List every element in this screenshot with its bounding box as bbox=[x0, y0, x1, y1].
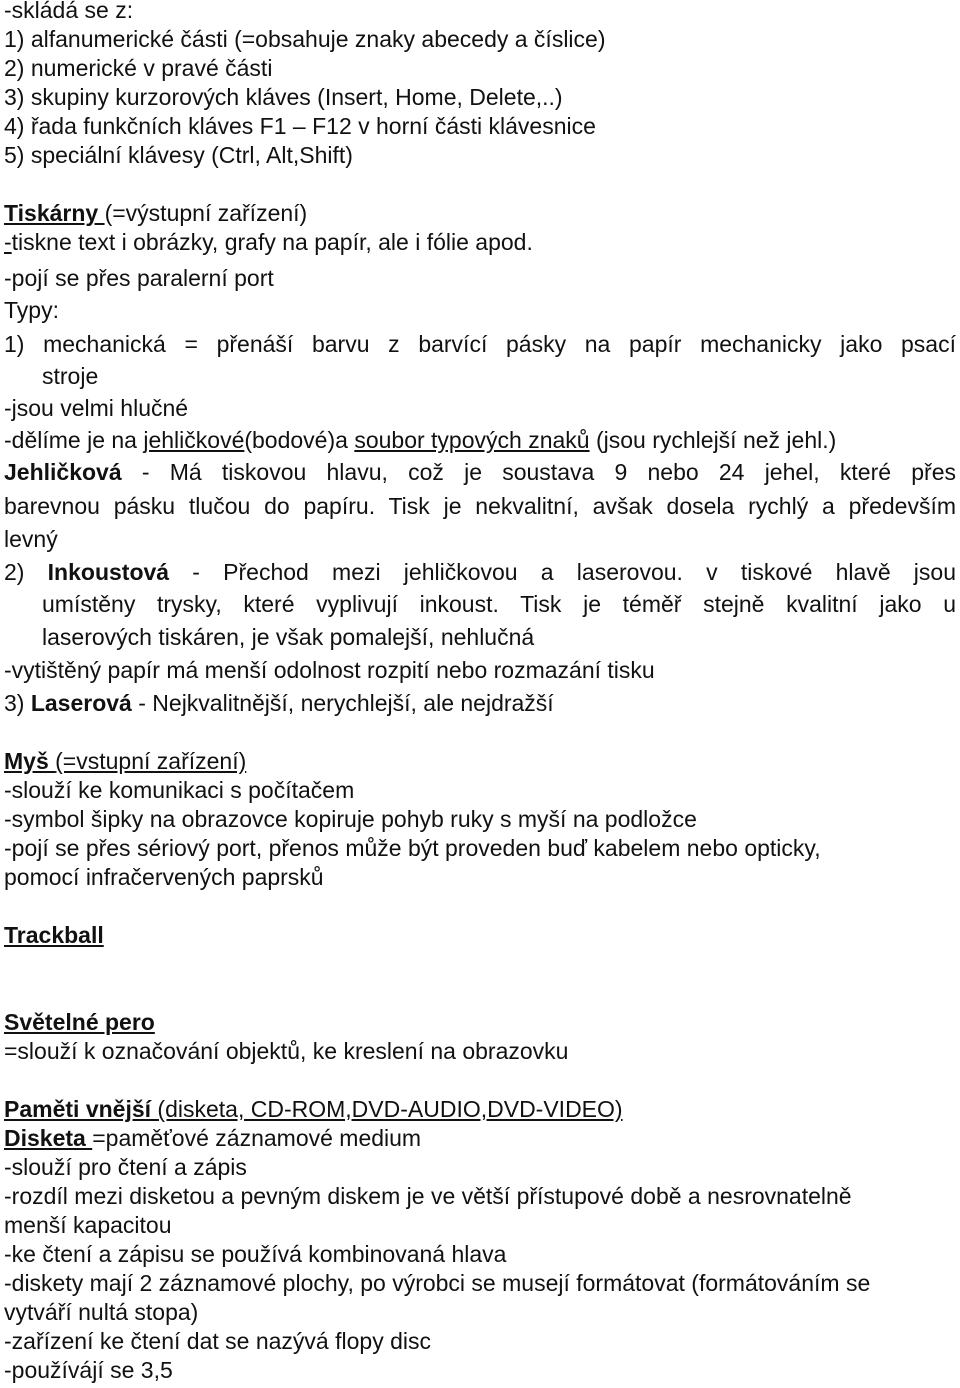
memory-heading-note: (disketa, CD-ROM,DVD-AUDIO,DVD-VIDEO) bbox=[157, 1096, 623, 1122]
disk-note: =paměťové záznamové medium bbox=[92, 1125, 422, 1151]
mouse-line: -slouží ke komunikaci s počítačem bbox=[4, 777, 355, 803]
printers-heading-line bbox=[4, 199, 956, 228]
types-label: Typy: bbox=[4, 297, 59, 323]
printers-heading: Tiskárny bbox=[4, 200, 105, 226]
inkjet-text: - Přechod mezi jehličkovou a laserovou. v tiskové hlavě jsou bbox=[169, 559, 957, 585]
laser-title: Laserová bbox=[30, 690, 132, 716]
mouse-line: -pojí se přes sériový port, přenos může být proveden buď kabelem nebo opticky, bbox=[4, 835, 821, 861]
mechanical-line: 1) mechanická = přenáší barvu z barvící pásky na papír mechanicky jako psací bbox=[4, 331, 956, 357]
lightpen-line: =slouží k označování objektů, ke kreslení na obrazovku bbox=[4, 1038, 569, 1064]
needle-line bbox=[4, 458, 956, 487]
inkjet-title: Inkoustová bbox=[47, 559, 170, 585]
inkjet-line bbox=[4, 558, 956, 587]
inkjet-line: umístěny trysky, které vyplivují inkoust. Tisk je téměř stejně kvalitní jako u bbox=[42, 591, 956, 617]
list-item: 2) numerické v pravé části bbox=[4, 55, 273, 81]
printers-dash: - bbox=[4, 229, 12, 255]
mouse-heading-note: (=vstupní zařízení) bbox=[55, 748, 247, 774]
list-item: 3) skupiny kurzorových kláves (Insert, Home, Delete,..) bbox=[4, 84, 563, 110]
memory-line: -slouží pro čtení a zápis bbox=[4, 1154, 247, 1180]
memory-heading-line bbox=[4, 1095, 956, 1124]
lightpen-title: Světelné pero bbox=[4, 1009, 155, 1035]
trackball-title: Trackball bbox=[4, 922, 104, 948]
mouse-line: -symbol šipky na obrazovce kopiruje pohyb ruky s myší na podložce bbox=[4, 806, 697, 832]
printers-heading-note: (=výstupní zařízení) bbox=[104, 200, 308, 226]
intro-line: -skládá se z: bbox=[4, 0, 134, 23]
memory-line: -zařízení ke čtení dat se nazývá flopy disc bbox=[4, 1328, 431, 1354]
printers-text: tiskne text i obrázky, grafy na papír, ale i fólie apod. bbox=[11, 229, 533, 255]
printers-line bbox=[4, 228, 956, 257]
memory-heading: Paměti vnější bbox=[4, 1096, 158, 1122]
laser-text: - Nejkvalitnější, nerychlejší, ale nejdražší bbox=[131, 690, 554, 716]
noisy-line: -jsou velmi hlučné bbox=[4, 395, 189, 421]
needle-link[interactable]: jehličkové bbox=[143, 427, 245, 453]
needle-line: barevnou pásku tlučou do papíru. Tisk je nekvalitní, avšak dosela rychlý a především bbox=[4, 493, 956, 519]
needle-line: levný bbox=[4, 526, 58, 552]
list-item: 1) alfanumerické části (=obsahuje znaky abecedy a číslice) bbox=[4, 26, 606, 52]
memory-line: -ke čtení a zápisu se používá kombinovaná hlava bbox=[4, 1241, 507, 1267]
inkjet-line: -vytištěný papír má menší odolnost rozpití nebo rozmazání tisku bbox=[4, 657, 655, 683]
divide-text: -dělíme je na bbox=[4, 427, 144, 453]
needle-title: Jehličková bbox=[4, 459, 122, 485]
needle-text: - Má tiskovou hlavu, což je soustava 9 nebo 24 jehel, které přes bbox=[121, 459, 956, 485]
disk-heading-line bbox=[4, 1124, 956, 1153]
memory-line: menší kapacitou bbox=[4, 1212, 172, 1238]
memory-line: vytváří nultá stopa) bbox=[4, 1299, 199, 1325]
disk-heading: Disketa bbox=[4, 1125, 93, 1151]
mechanical-line: stroje bbox=[42, 363, 99, 389]
printers-line: -pojí se přes paralerní port bbox=[4, 265, 274, 291]
laser-line bbox=[4, 689, 956, 718]
inkjet-number: 2) bbox=[4, 559, 48, 585]
mouse-heading: Myš bbox=[4, 748, 56, 774]
mouse-heading-line bbox=[4, 747, 956, 776]
memory-line: -používájí se 3,5 bbox=[4, 1357, 173, 1383]
memory-line: -diskety mají 2 záznamové plochy, po výrobci se musejí formátovat (formátováním se bbox=[4, 1270, 871, 1296]
divide-text: (jsou rychlejší než jehl.) bbox=[589, 427, 837, 453]
trackball-heading bbox=[4, 921, 956, 950]
divide-text: (bodové)a bbox=[244, 427, 355, 453]
lightpen-heading bbox=[4, 1008, 956, 1037]
divide-line bbox=[4, 426, 956, 455]
memory-line: -rozdíl mezi disketou a pevným diskem je ve větší přístupové době a nesrovnatelně bbox=[4, 1183, 852, 1209]
laser-number: 3) bbox=[4, 690, 31, 716]
list-item: 4) řada funkčních kláves F1 – F12 v horní části klávesnice bbox=[4, 113, 596, 139]
list-item: 5) speciální klávesy (Ctrl, Alt,Shift) bbox=[4, 142, 353, 168]
type-font-link[interactable]: soubor typových znaků bbox=[354, 427, 590, 453]
mouse-line: pomocí infračervených paprsků bbox=[4, 864, 324, 890]
inkjet-line: laserových tiskáren, je však pomalejší, nehlučná bbox=[42, 624, 535, 650]
